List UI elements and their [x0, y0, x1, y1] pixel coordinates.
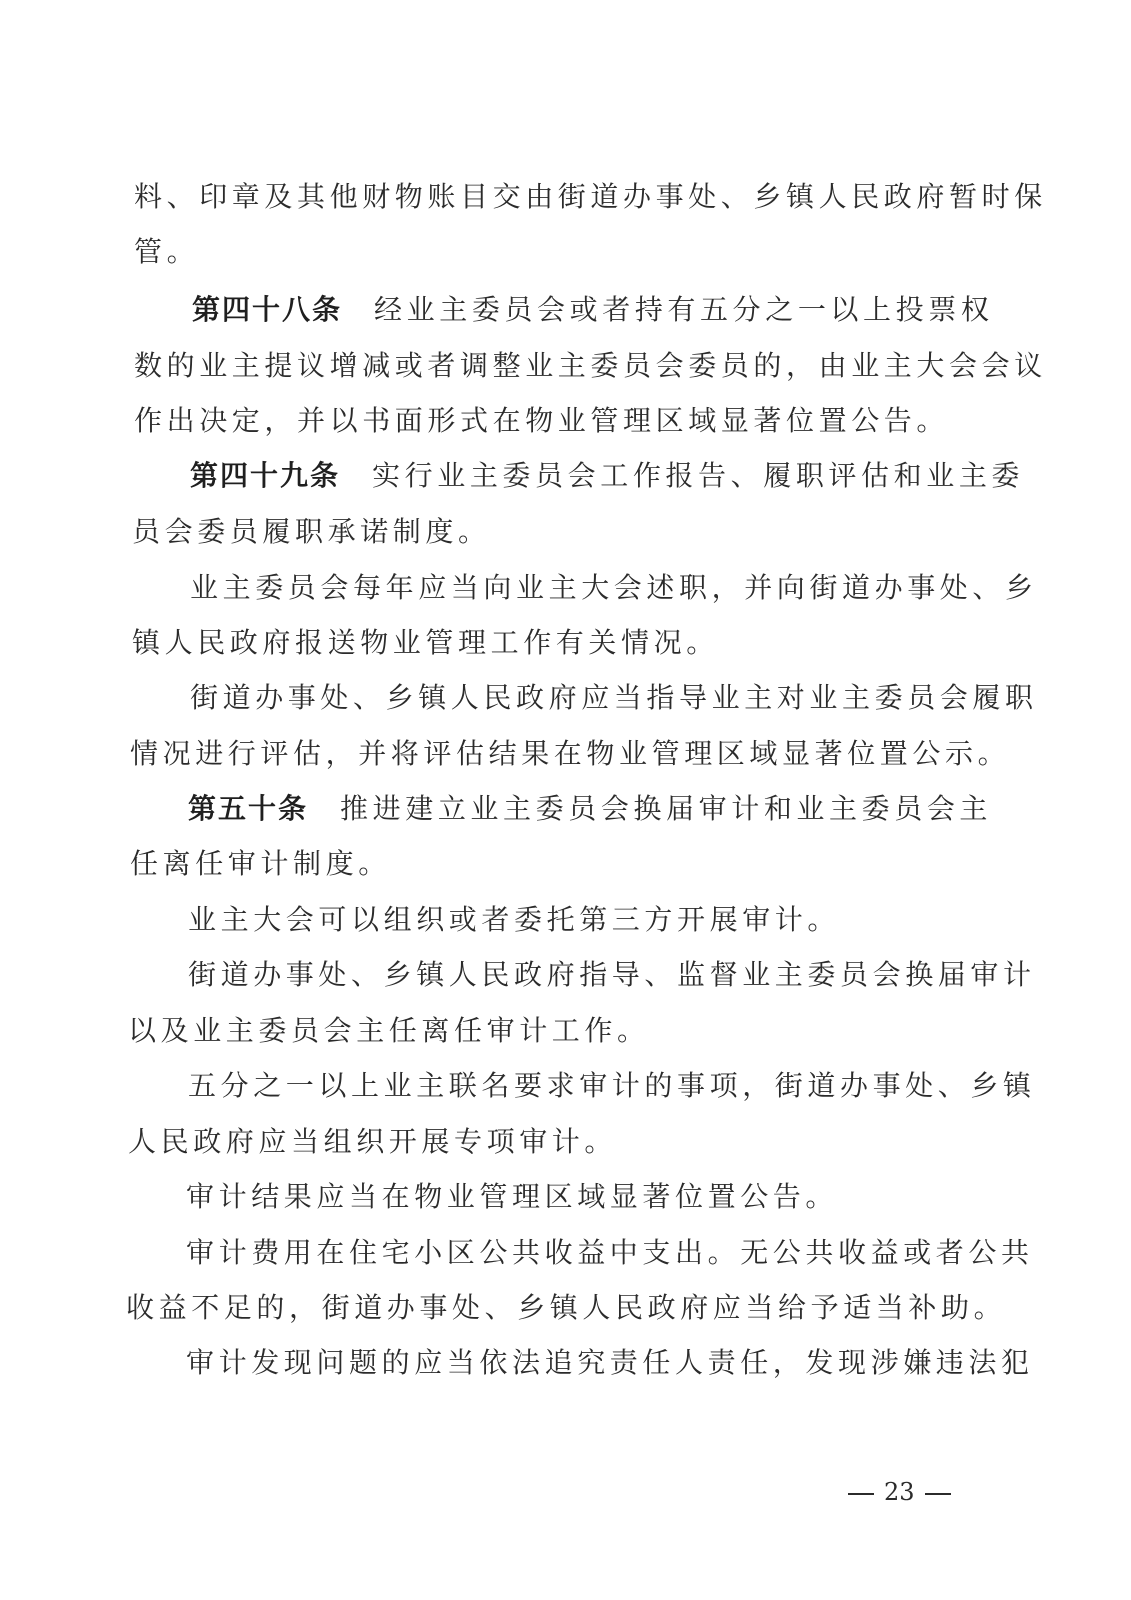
article-49-heading: 第四十九条 [190, 459, 341, 492]
text-line-9: 镇人民政府报送物业管理工作有关情况。 [132, 626, 719, 659]
article-48-text: 经业主委员会或者持有五分之一以上投票权 [374, 293, 994, 326]
text-line-14: 业主大会可以组织或者委托第三方开展审计。 [188, 903, 841, 936]
article-49-text: 实行业主委员会工作报告、履职评估和业主委 [372, 459, 1025, 492]
dash-left [848, 1493, 874, 1495]
text-line-1: 料、印章及其他财物账目交由街道办事处、乡镇人民政府暂时保 [134, 180, 1047, 213]
text-line-21: 收益不足的，街道办事处、乡镇人民政府应当给予适当补助。 [126, 1291, 1007, 1324]
text-line-18: 人民政府应当组织开展专项审计。 [128, 1125, 618, 1158]
article-49-line [190, 459, 1024, 493]
text-line-19: 审计结果应当在物业管理区域显著位置公告。 [186, 1180, 839, 1213]
article-50-line [188, 792, 992, 826]
page-number [838, 1477, 961, 1507]
text-line-13: 任离任审计制度。 [130, 847, 391, 880]
article-48-heading: 第四十八条 [192, 293, 343, 326]
text-line-22: 审计发现问题的应当依法追究责任人责任，发现涉嫌违法犯 [186, 1346, 1034, 1379]
text-line-10: 街道办事处、乡镇人民政府应当指导业主对业主委员会履职 [190, 681, 1038, 714]
text-line-5: 作出决定，并以书面形式在物业管理区域显著位置公告。 [134, 404, 950, 437]
text-line-4: 数的业主提议增减或者调整业主委员会委员的，由业主大会会议 [134, 349, 1047, 382]
article-50-heading: 第五十条 [188, 792, 309, 825]
text-line-8: 业主委员会每年应当向业主大会述职，并向街道办事处、乡 [190, 571, 1038, 604]
text-line-17: 五分之一以上业主联名要求审计的事项，街道办事处、乡镇 [188, 1069, 1036, 1102]
text-line-15: 街道办事处、乡镇人民政府指导、监督业主委员会换届审计 [188, 958, 1036, 991]
dash-right [925, 1493, 951, 1495]
text-line-7: 员会委员履职承诺制度。 [132, 515, 491, 548]
text-line-2: 管。 [134, 235, 200, 268]
text-line-16: 以及业主委员会主任离任审计工作。 [128, 1014, 650, 1047]
page-number-value: 23 [884, 1478, 915, 1506]
article-50-text: 推进建立业主委员会换届审计和业主委员会主 [340, 792, 993, 825]
text-line-11: 情况进行评估，并将评估结果在物业管理区域显著位置公示。 [130, 737, 1011, 770]
text-line-20: 审计费用在住宅小区公共收益中支出。无公共收益或者公共 [186, 1236, 1034, 1269]
article-48-line [192, 293, 993, 327]
